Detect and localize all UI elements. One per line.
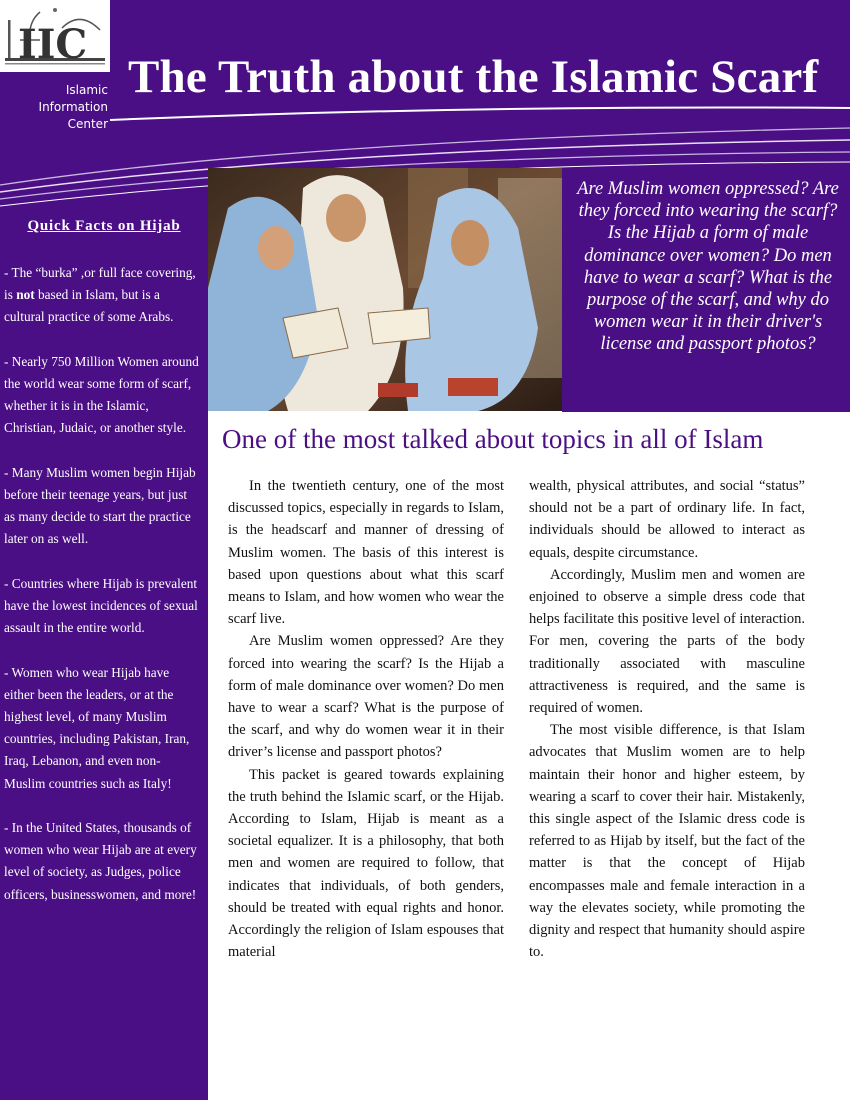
quick-fact: - Women who wear Hijab have either been the leaders, or at the highest level, of many Muslim countries, including Pakistan, Iran, Iraq, Lebanon, and even non-Muslim countries such as Italy! (4, 664, 190, 791)
org-name-line: Islamic (65, 83, 108, 97)
page-title: The Truth about the Islamic Scarf (128, 51, 819, 103)
iic-logo-icon (0, 0, 110, 72)
org-name-line: Information (38, 100, 108, 114)
logo-letters: IIC (18, 21, 88, 68)
mother-and-daughters-reading-photo (208, 168, 562, 411)
quick-facts-title: Quick Facts on Hijab (27, 218, 181, 234)
org-name-line: Center (67, 117, 108, 131)
quick-fact: - Countries where Hijab is prevalent have the lowest incidences of sexual assault in the entire world. (4, 575, 198, 636)
section-heading: One of the most talked about topics in all of Islam (222, 424, 764, 454)
intro-questions: Are Muslim women oppressed? Are they forced into wearing the scarf? Is the Hijab a form of male dominance over women? Do men have to wear a scarf? What is the purpose of the scarf, and why do women wear it in their driver's license and passport photos? (577, 179, 839, 355)
article-column-2 (529, 475, 805, 963)
logo (0, 0, 110, 72)
article-column-1 (228, 475, 504, 963)
quick-fact: - Many Muslim women begin Hijab before their teenage years, but just as many decide to start the practice later on as well. (4, 464, 196, 547)
article-paragraph: Are Muslim women oppressed? Are they forced into wearing the scarf? Is the Hijab a form of male dominance over women? Do men have to wear a scarf? What is the purpose of the scarf, and why do women wear it in their driver’s license and passport photos? (228, 633, 504, 761)
article-paragraph: In the twentieth century, one of the most discussed topics, especially in regards to Islam, is the headscarf and manner of dressing of Muslim women. The basis of this interest is based upon questions about what this scarf means to Islam, and how women who wear the scarf live. (228, 478, 504, 628)
article-paragraph: Accordingly, Muslim men and women are enjoined to observe a simple dress code that helps facilitate this positive level of interaction. For men, covering the parts of the body traditionally associated with masculine attractiveness is required, and the same is required of women. (529, 566, 805, 717)
quick-fact: - Nearly 750 Million Women around the world wear some form of scarf, whether it is in the Islamic, Christian, Judaic, or another style. (4, 353, 199, 436)
quick-facts-list (4, 262, 200, 928)
quick-fact: - In the United States, thousands of women who wear Hijab are at every level of society, as Judges, police officers, businesswomen, and more! (4, 820, 197, 902)
article-paragraph: The most visible difference, is that Islam advocates that Muslim women are to help maintain their honor and higher esteem, by wearing a scarf to cover their hair. Mistakenly, this single aspect of the Islamic dress code is referred to as Hijab by itself, but the fact of the matter is that the concept of Hijab encompasses male and female interaction in a way the elevates society, while promoting the dignity and respect that humanity should aspire to. (529, 722, 805, 961)
article-paragraph: This packet is geared towards explaining the truth behind the Islamic scarf, or the Hijab. According to Islam, Hijab is meant as a societal equalizer. It is a philosophy, that both men and women are required to follow, that indicates that individuals, of both genders, should be treated with equal rights and honor. Accordingly the religion of Islam espouses that material (228, 766, 504, 961)
quick-fact: - The “burka” ,or full face covering, is not based in Islam, but is a cultural practice of some Arabs. (4, 265, 196, 325)
article-paragraph: wealth, physical attributes, and social “status” should not be a part of ordinary life. In fact, individuals should be allowed to interact as equals, despite circumstance. (529, 478, 805, 561)
